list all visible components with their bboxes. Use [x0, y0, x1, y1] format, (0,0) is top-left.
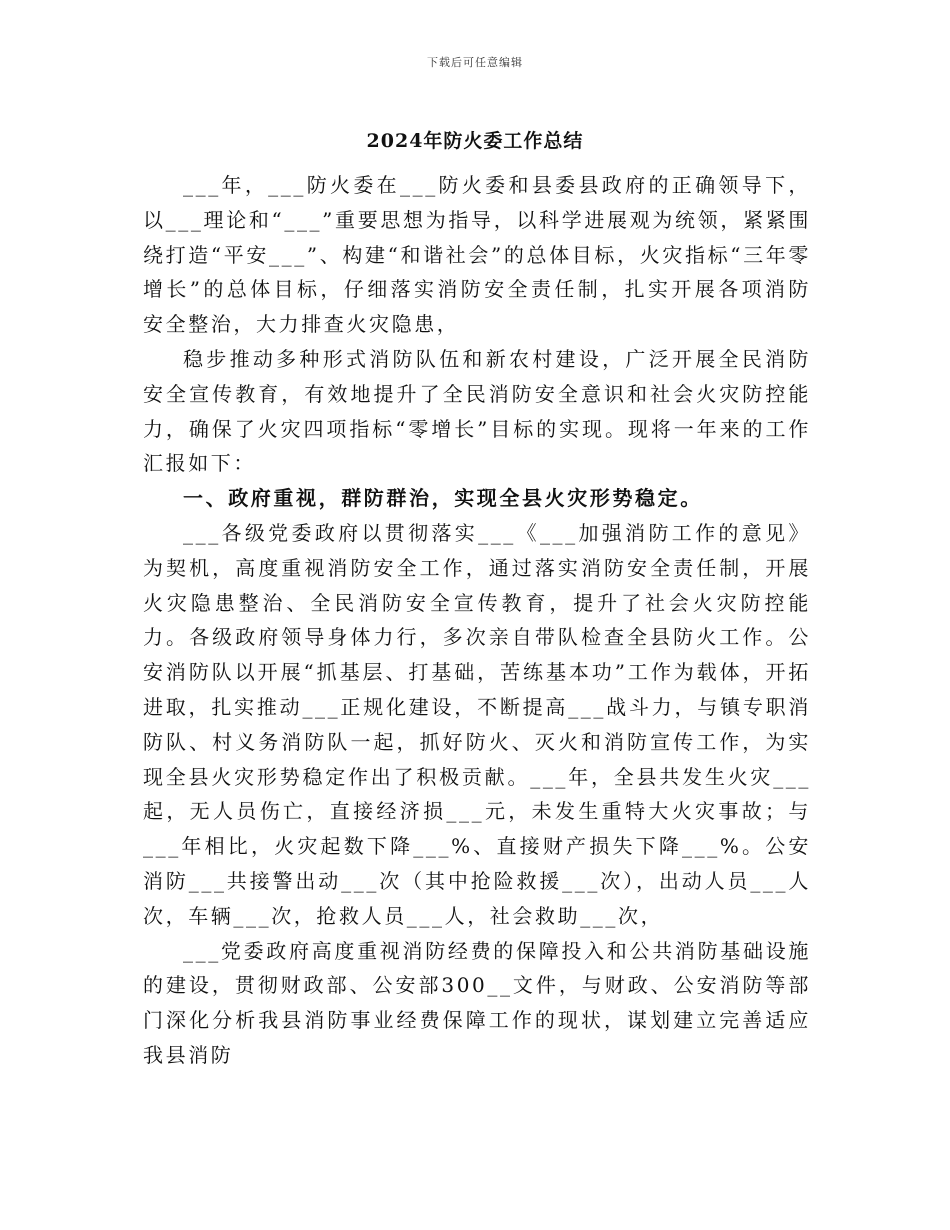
page-header-note: 下载后可任意编辑: [427, 56, 523, 69]
body-paragraph: ___年，___防火委在___防火委和县委县政府的正确领导下，以___理论和“___”重要思想为指导，以科学进展观为统领，紧紧围绕打造“平安___”、构建“和谐社会”的总体目标，火灾指标“三年零增长”的总体目标，仔细落实消防安全责任制，扎实开展各项消防安全整治，大力排查火灾隐患，: [143, 173, 811, 337]
body-paragraph: ___各级党委政府以贯彻落实___《___加强消防工作的意见》为契机，高度重视消防安全工作，通过落实消防安全责任制，开展火灾隐患整治、全民消防安全宣传教育，提升了社会火灾防控能力。各级政府领导身体力行，多次亲自带队检查全县防火工作。公安消防队以开展“抓基层、打基础，苦练基本功”工作为载体，开拓进取，扎实推动___正规化建设，不断提高___战斗力，与镇专职消防队、村义务消防队一起，抓好防火、灭火和消防宣传工作，为实现全县火灾形势稳定作出了积极贡献。___年，全县共发生火灾___起，无人员伤亡，直接经济损___元，未发生重特大火灾事故；与___年相比，火灾起数下降___%、直接财产损失下降___%。公安消防___共接警出动___次（其中抢险救援___次），出动人员___人次，车辆___次，抢救人员___人，社会救助___次，: [143, 520, 811, 928]
section-heading: 一、政府重视，群防群治，实现全县火灾形势稳定。: [183, 486, 703, 511]
body-paragraph: ___党委政府高度重视消防经费的保障投入和公共消防基础设施的建设，贯彻财政部、公安部300__文件，与财政、公安消防等部门深化分析我县消防事业经费保障工作的现状，谋划建立完善适应我县消防: [143, 938, 811, 1067]
document-title: 2024年防火委工作总结: [366, 130, 584, 152]
body-paragraph: 稳步推动多种形式消防队伍和新农村建设，广泛开展全民消防安全宣传教育，有效地提升了全民消防安全意识和社会火灾防控能力，确保了火灾四项指标“零增长”目标的实现。现将一年来的工作汇报如下：: [143, 346, 811, 476]
document-body: [143, 168, 811, 1073]
